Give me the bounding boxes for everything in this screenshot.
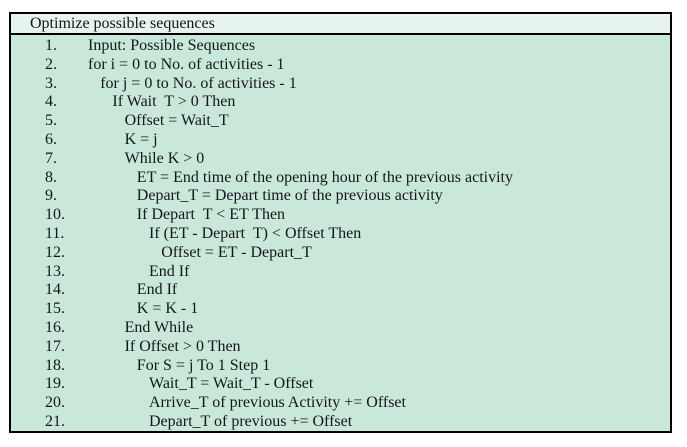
- line-number: 17.: [45, 337, 65, 355]
- line-text: Offset = Wait_T: [124, 112, 229, 130]
- line-text: If Depart T < ET Then: [136, 206, 286, 224]
- line-number: 9.: [45, 187, 57, 205]
- line-number: 11.: [45, 224, 65, 242]
- line-number: 14.: [45, 281, 65, 299]
- line-number: 12.: [45, 243, 65, 261]
- algorithm-line: [11, 112, 670, 131]
- line-text: End If: [149, 262, 190, 280]
- line-number: 2.: [45, 55, 57, 73]
- line-number: 4.: [45, 93, 57, 111]
- line-text: While K > 0: [124, 149, 205, 167]
- line-number: 13.: [45, 262, 65, 280]
- line-number: 7.: [45, 149, 57, 167]
- line-text: End If: [136, 281, 178, 299]
- line-number: 6.: [45, 130, 57, 148]
- algorithm-line: [11, 375, 670, 394]
- line-text: Depart_T of previous += Offset: [149, 412, 353, 430]
- line-text: K = K - 1: [136, 300, 199, 318]
- line-number: 16.: [45, 318, 65, 336]
- algorithm-line: [11, 56, 670, 75]
- line-number: 20.: [45, 394, 65, 412]
- algorithm-line: [11, 319, 670, 338]
- line-text: Input: Possible Sequences: [88, 37, 256, 54]
- line-text: End While: [124, 318, 194, 336]
- algorithm-line: [11, 75, 670, 94]
- line-number: 15.: [45, 300, 65, 318]
- line-text: K = j: [124, 130, 158, 148]
- line-text: Depart_T = Depart time of the previous activity: [136, 187, 443, 205]
- algorithm-line: [11, 357, 670, 376]
- algorithm-line: [11, 150, 670, 169]
- algorithm-line: [11, 394, 670, 413]
- line-number: 21.: [45, 412, 65, 430]
- algorithm-title: Optimize possible sequences: [11, 14, 670, 35]
- line-text: For S = j To 1 Step 1: [136, 356, 271, 374]
- algorithm-line: [11, 93, 670, 112]
- algorithm-line: [11, 169, 670, 188]
- algorithm-line: [11, 206, 670, 225]
- line-text: Wait_T = Wait_T - Offset: [149, 375, 314, 393]
- line-number: 1.: [45, 37, 57, 54]
- line-text: Offset = ET - Depart_T: [161, 243, 312, 261]
- line-number: 5.: [45, 112, 57, 130]
- line-text: If Offset > 0 Then: [124, 337, 241, 355]
- algorithm-line: [11, 338, 670, 357]
- algorithm-box: [9, 12, 672, 433]
- line-number: 8.: [45, 168, 57, 186]
- line-text: If Wait T > 0 Then: [112, 93, 236, 111]
- algorithm-line: [11, 263, 670, 282]
- algorithm-line: [11, 413, 670, 432]
- line-text: for j = 0 to No. of activities - 1: [100, 74, 297, 92]
- line-text: Arrive_T of previous Activity += Offset: [149, 394, 406, 412]
- algorithm-line: [11, 225, 670, 244]
- line-number: 19.: [45, 375, 65, 393]
- line-text: ET = End time of the opening hour of the previous activity: [136, 168, 513, 186]
- algorithm-line: [11, 37, 670, 56]
- algorithm-line: [11, 131, 670, 150]
- algorithm-line: [11, 244, 670, 263]
- line-number: 3.: [45, 74, 57, 92]
- algorithm-body: [11, 35, 670, 432]
- line-number: 18.: [45, 356, 65, 374]
- algorithm-line: [11, 300, 670, 319]
- line-number: 10.: [45, 206, 65, 224]
- algorithm-line: [11, 187, 670, 206]
- line-text: If (ET - Depart T) < Offset Then: [149, 224, 362, 242]
- line-text: for i = 0 to No. of activities - 1: [88, 55, 285, 73]
- algorithm-line: [11, 281, 670, 300]
